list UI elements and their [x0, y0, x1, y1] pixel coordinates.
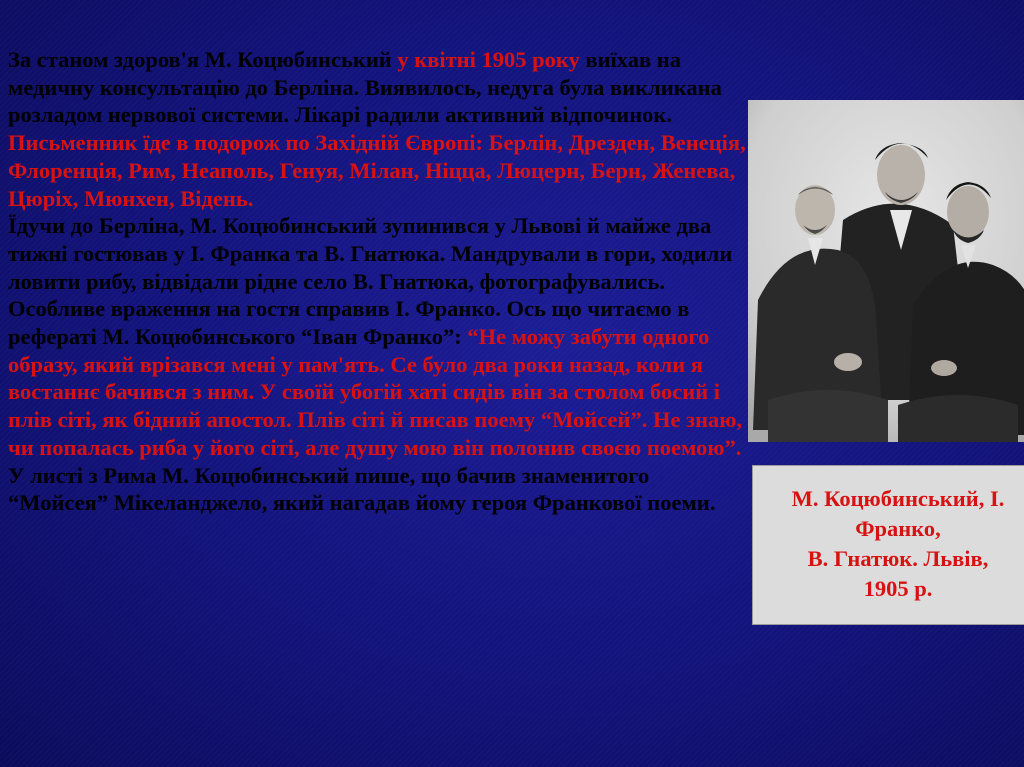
photo-caption-box: [752, 465, 1024, 625]
text-berlin-consultation: виїхав на медичну консультацію до Берліна. Виявилось, недуга була викликана розладом нервової системи. Лікарі радили активний відпочинок.: [8, 47, 722, 128]
text-europe-journey: Письменник їде в подорож по Західній Європі: Берлін, Дрезден, Венеція, Флоренція, Рим, Неаполь, Генуя, Мілан, Ніцца, Люцерн, Берн, Женева, Цюріх, Мюнхен, Відень.: [8, 130, 746, 211]
text-lviv-visit: Їдучи до Берліна, М. Коцюбинський зупинився у Львові й майже два тижні гостював у І. Франка та В. Гнатюка. Мандрували в гори, ходили ловити рибу, відвідали рідне село В. Гнатюка, фотографувались. Особливе враження на гостя справив І. Франко. Ось що читаємо в рефераті М. Коцюбинського “Іван Франко”:: [8, 213, 733, 350]
caption-line-3: В. Гнатюк. Львів,: [807, 546, 989, 571]
text-kotsiubynskyi-health: За станом здоров'я М. Коцюбинський: [8, 47, 398, 72]
caption-line-4: 1905 р.: [863, 576, 933, 601]
text-date-april-1905: у квітні 1905 року: [397, 47, 580, 72]
text-franko-quote: “Не можу забути одного образу, який врізався мені у пам'ять. Се було два роки назад, коли я востаннє бачився з ним. У своїй убогій хаті сидів він за столом босий і плів сіті, як бідний апостол. Плів сіті й писав поему “Мойсей”. Не знаю, чи попалась риба у його сіті, але душу мою він полонив своєю поемою”.: [8, 324, 743, 460]
main-text-block: [8, 46, 748, 517]
caption-line-2: Франко,: [855, 516, 941, 541]
historical-photo: [748, 100, 1024, 442]
photo-three-men: [748, 100, 1024, 442]
text-rome-letter: У листі з Рима М. Коцюбинський пише, що бачив знаменитого “Мойсея” Мікеланджело, який нагадав йому героя Франкової поеми.: [8, 462, 716, 516]
photo-caption: [753, 484, 1024, 604]
caption-line-1: М. Коцюбинський, І.: [791, 486, 1005, 511]
